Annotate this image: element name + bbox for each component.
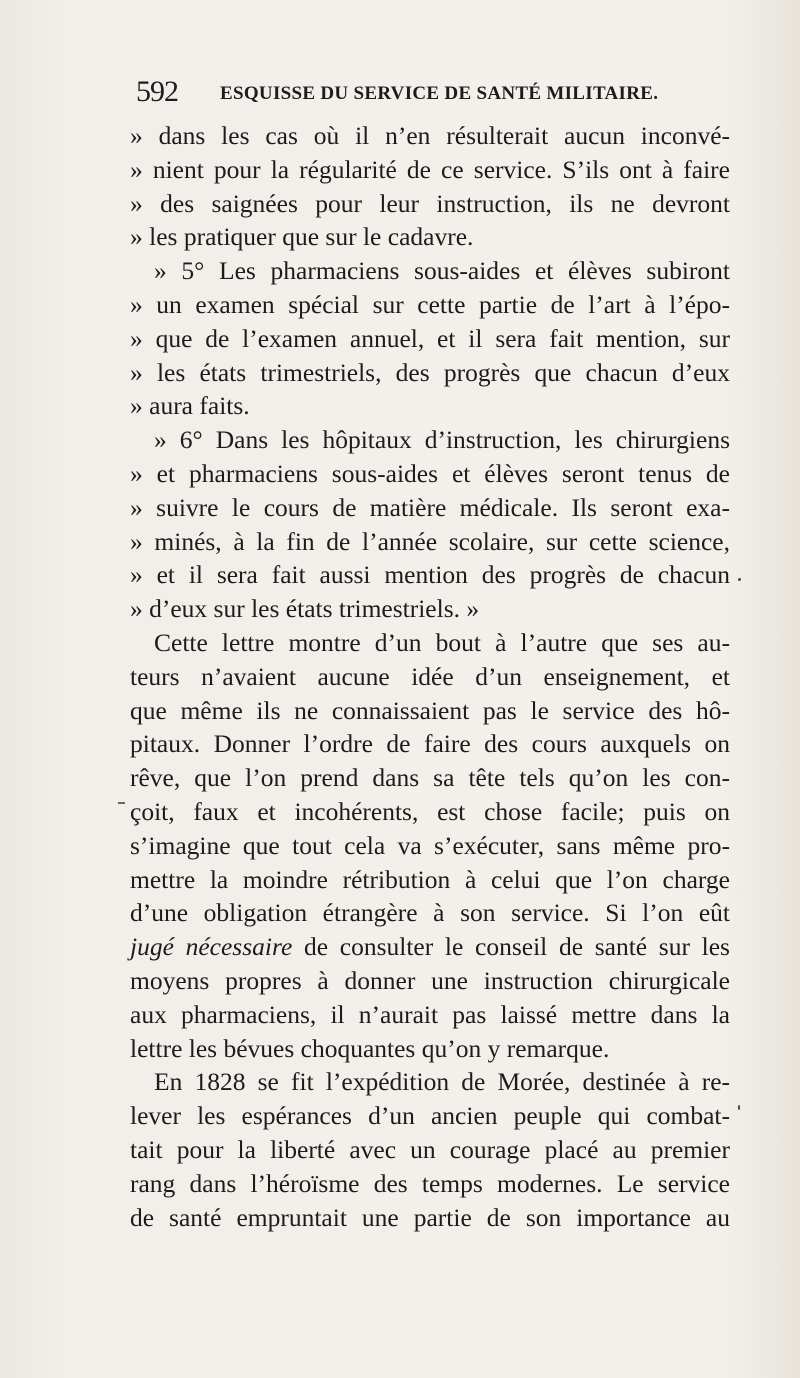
- text-line: tait pour la liberté avec un courage placé au premier: [130, 1134, 730, 1164]
- text-line: teurs n’avaient aucune idée d’un enseignement, et: [130, 661, 730, 691]
- text-line: » les états trimestriels, des progrès que chacun d’eux: [130, 357, 730, 387]
- body-text: [130, 119, 730, 1234]
- page-number: 592: [136, 75, 178, 108]
- text-line: » nient pour la régularité de ce service. S’ils ont à faire: [130, 154, 730, 184]
- text-line: mettre la moindre rétribution à celui que l’on charge: [130, 864, 730, 894]
- text-line: Cette lettre montre d’un bout à l’autre que ses au-: [154, 627, 730, 657]
- running-head: ESQUISSE DU SERVICE DE SANTÉ MILITAIRE.: [220, 83, 659, 104]
- italic-phrase: jugé nécessaire: [130, 932, 293, 962]
- text-line: » que de l’examen annuel, et il sera fait mention, sur: [130, 323, 730, 353]
- margin-mark: [118, 802, 125, 804]
- text-line: s’imagine que tout cela va s’exécuter, sans même pro-: [130, 830, 730, 860]
- text-line: d’une obligation étrangère à son service. Si l’on eût: [130, 898, 730, 928]
- text-line: lever les espérances d’un ancien peuple qui combat-: [130, 1101, 730, 1131]
- page-speck: [738, 1105, 740, 1110]
- text-line: aux pharmaciens, il n’aurait pas laissé mettre dans la: [130, 999, 730, 1029]
- text-line: » d’eux sur les états trimestriels. »: [130, 594, 480, 624]
- text-line: que même ils ne connaissaient pas le service des hô-: [130, 695, 730, 725]
- text-line: pitaux. Donner l’ordre de faire des cours auxquels on: [130, 729, 730, 759]
- page-header: [136, 74, 696, 110]
- text-line: rêve, que l’on prend dans sa tête tels qu’on les con-: [130, 763, 730, 793]
- text-line-rest: de consulter le conseil de santé sur les: [303, 932, 730, 962]
- text-line: » les pratiquer que sur le cadavre.: [130, 222, 474, 252]
- text-line: lettre les bévues choquantes qu’on y remarque.: [130, 1033, 610, 1063]
- text-line: » dans les cas où il n’en résulterait aucun inconvé-: [130, 121, 730, 150]
- text-line: moyens propres à donner une instruction chirurgicale: [130, 965, 730, 995]
- text-line: » aura faits.: [130, 391, 250, 421]
- text-line: » suivre le cours de matière médicale. Ils seront exa-: [130, 492, 730, 522]
- text-line: » et il sera fait aussi mention des progrès de chacun: [130, 560, 730, 590]
- text-line-with-italic: [130, 930, 730, 964]
- text-line: rang dans l’héroïsme des temps modernes. Le service: [130, 1168, 730, 1198]
- text-line: çoit, faux et incohérents, est chose facile; puis on: [130, 796, 730, 826]
- text-line: » 6° Dans les hôpitaux d’instruction, les chirurgiens: [154, 425, 730, 455]
- text-line: » minés, à la fin de l’année scolaire, sur cette science,: [130, 526, 730, 556]
- text-line: de santé empruntait une partie de son importance au: [130, 1202, 730, 1232]
- text-line: » et pharmaciens sous-aides et élèves seront tenus de: [130, 458, 730, 488]
- text-line: » des saignées pour leur instruction, ils ne devront: [130, 188, 730, 218]
- text-line: » 5° Les pharmaciens sous-aides et élèves subiront: [154, 256, 730, 286]
- text-line: En 1828 se fit l’expédition de Morée, destinée à re-: [154, 1067, 730, 1097]
- page-speck: [738, 578, 741, 581]
- text-line: » un examen spécial sur cette partie de l’art à l’épo-: [130, 289, 730, 319]
